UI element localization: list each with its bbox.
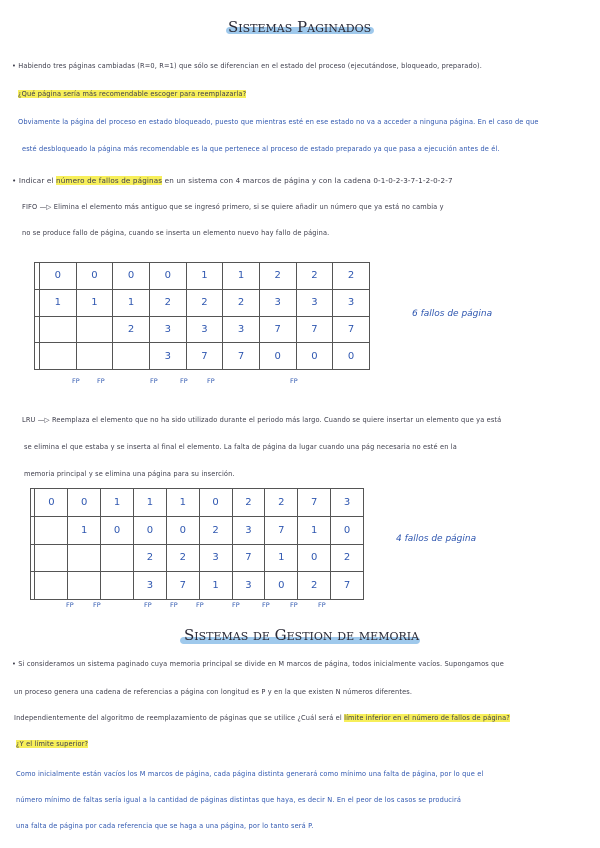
fifo-table-cell: 0	[296, 343, 333, 370]
lru-table-cell	[101, 572, 134, 600]
page-fault-marker: FP	[262, 601, 270, 609]
question-3-line-3: Independientemente del algoritmo de reemplazamiento de páginas que se utilice ¿Cuál será el límite inferior en el número de fallos de página?	[14, 714, 510, 722]
fifo-table-cell: 2	[259, 263, 296, 290]
lru-table-cell: 3	[199, 544, 232, 572]
lru-table-cell: 0	[35, 489, 68, 517]
fifo-table-row	[35, 289, 370, 316]
lru-fault-count: 4 fallos de página	[396, 534, 477, 544]
fifo-table-cell: 1	[76, 289, 113, 316]
answer-3-line-3: una falta de página por cada referencia que se haga a una página, por lo tanto será P.	[16, 822, 314, 830]
answer-3-line-1: Como inicialmente están vacíos los M marcos de página, cada página distinta generará como mínimo una falta de página, por lo que el	[16, 770, 484, 778]
fifo-table-cell	[76, 316, 113, 343]
lru-table-cell: 0	[68, 489, 101, 517]
page-fault-marker: FP	[93, 601, 101, 609]
lru-table-cell	[68, 572, 101, 600]
answer-1-line-1: Obviamente la página del proceso en estado bloqueado, puesto que mientras esté en ese estado no va a acceder a ninguna página. En el caso de que	[18, 118, 539, 126]
fifo-table-row	[35, 316, 370, 343]
lru-table-cell: 1	[265, 544, 298, 572]
question-3-line-4: ¿Y el límite superior?	[16, 740, 89, 748]
lru-table-cell: 1	[68, 516, 101, 544]
lru-table-row	[31, 516, 364, 544]
question-2-text: • Indicar el número de fallos de páginas en un sistema con 4 marcos de página y con la cadena 0-1-0-2-3-7-1-2-0-2-7	[12, 176, 453, 185]
fifo-table-cell: 2	[296, 263, 333, 290]
page-fault-marker: FP	[170, 601, 178, 609]
lru-line-1: LRU —▷ Reemplaza el elemento que no ha sido utilizado durante el periodo más largo. Cuando se quiere insertar un elemento que ya está	[22, 416, 502, 424]
lru-table-cell: 0	[101, 516, 134, 544]
section-title: Sistemas de Gestion de memoria	[184, 626, 420, 644]
lru-table-cell: 2	[331, 544, 364, 572]
lru-table-cell: 7	[265, 516, 298, 544]
fifo-table-cell: 1	[113, 289, 150, 316]
fifo-table-cell: 7	[296, 316, 333, 343]
question-1-text: • Habiendo tres páginas cambiadas (R=0, R=1) que sólo se diferencian en el estado del proceso (ejecutándose, bloqueado, preparado).	[12, 62, 482, 70]
lru-table-cell: 7	[232, 544, 265, 572]
page-fault-marker: FP	[66, 601, 74, 609]
lru-table-cell: 7	[298, 489, 331, 517]
page-fault-marker: FP	[72, 377, 80, 385]
fifo-line-1: FIFO —▷ Elimina el elemento más antiguo que se ingresó primero, si se quiere añadir un número que ya está no cambia y	[22, 203, 444, 211]
fifo-table-cell: 1	[186, 263, 223, 290]
lru-table-cell: 1	[133, 489, 166, 517]
fifo-table-cell: 7	[223, 343, 260, 370]
fifo-table-cell: 7	[186, 343, 223, 370]
lru-table-cell	[35, 544, 68, 572]
lru-table-cell: 3	[331, 489, 364, 517]
fifo-table-cell: 1	[39, 289, 76, 316]
fifo-table-cell: 2	[149, 289, 186, 316]
lru-table-cell: 2	[199, 516, 232, 544]
page-fault-marker: FP	[207, 377, 215, 385]
fifo-table-cell: 0	[113, 263, 150, 290]
lru-table-cell: 2	[133, 544, 166, 572]
lru-table-cell: 0	[166, 516, 199, 544]
lru-table	[30, 488, 364, 600]
lru-table-cell: 7	[166, 572, 199, 600]
lru-line-3: memoria principal y se elimina una página para su inserción.	[24, 470, 235, 478]
fifo-table-cell: 0	[76, 263, 113, 290]
fifo-table-cell: 3	[186, 316, 223, 343]
lru-line-2: se elimina el que estaba y se inserta al final el elemento. La falta de página da lugar cuando una pág necesaria no esté en la	[24, 443, 457, 451]
question-3-line-1: • Si consideramos un sistema paginado cuya memoria principal se divide en M marcos de página, todos inicialmente vacíos. Supongamos que	[12, 660, 504, 668]
lru-table-cell	[101, 544, 134, 572]
fifo-table-cell: 7	[259, 316, 296, 343]
fifo-table-cell: 0	[149, 263, 186, 290]
lru-table-cell	[35, 516, 68, 544]
fifo-table-row	[35, 343, 370, 370]
lru-table-cell: 0	[265, 572, 298, 600]
fifo-table-cell	[39, 343, 76, 370]
page-title: Sistemas Paginados	[228, 18, 372, 36]
lru-table-cell: 7	[331, 572, 364, 600]
lru-table-cell: 1	[199, 572, 232, 600]
fifo-table-cell: 3	[149, 316, 186, 343]
fifo-table-row	[35, 263, 370, 290]
fifo-table	[34, 262, 370, 370]
fifo-table-cell	[76, 343, 113, 370]
lru-table-cell: 2	[166, 544, 199, 572]
lru-table-cell: 0	[199, 489, 232, 517]
lru-table-cell	[35, 572, 68, 600]
page-fault-marker: FP	[290, 601, 298, 609]
fifo-table-cell: 3	[223, 316, 260, 343]
question-1-prompt: ¿Qué página sería más recomendable escoger para reemplazarla?	[18, 90, 247, 98]
fifo-table-cell: 2	[186, 289, 223, 316]
fifo-table-cell: 3	[149, 343, 186, 370]
fifo-table-cell: 2	[333, 263, 370, 290]
lru-table-cell: 1	[166, 489, 199, 517]
fifo-table-cell: 3	[333, 289, 370, 316]
fifo-table-cell: 0	[39, 263, 76, 290]
fifo-table-cell: 2	[223, 289, 260, 316]
lru-table-cell: 1	[298, 516, 331, 544]
page-fault-marker: FP	[97, 377, 105, 385]
fifo-table-cell: 7	[333, 316, 370, 343]
fifo-table-cell: 1	[223, 263, 260, 290]
fifo-table-cell: 3	[296, 289, 333, 316]
lru-table-cell: 3	[232, 572, 265, 600]
page-fault-marker: FP	[180, 377, 188, 385]
lru-table-cell: 2	[298, 572, 331, 600]
lru-table-cell: 3	[232, 516, 265, 544]
page-fault-marker: FP	[144, 601, 152, 609]
lru-table-cell	[68, 544, 101, 572]
fifo-line-2: no se produce fallo de página, cuando se inserta un elemento nuevo hay fallo de página.	[22, 229, 330, 237]
fifo-table-cell: 2	[113, 316, 150, 343]
lru-table-row	[31, 572, 364, 600]
page-fault-marker: FP	[232, 601, 240, 609]
fifo-fault-count: 6 fallos de página	[412, 309, 493, 319]
lru-table-row	[31, 489, 364, 517]
question-3-line-2: un proceso genera una cadena de referencias a página con longitud es P y en la que existen N números diferentes.	[14, 688, 413, 696]
lru-table-cell: 0	[133, 516, 166, 544]
fifo-table-cell: 0	[259, 343, 296, 370]
page-fault-marker: FP	[196, 601, 204, 609]
fifo-table-cell: 0	[333, 343, 370, 370]
lru-table-cell: 1	[101, 489, 134, 517]
answer-1-line-2: esté desbloqueado la página más recomendable es la que pertenece al proceso de estado preparado ya que pasa a ejecución antes de él.	[22, 145, 500, 153]
lru-table-cell: 0	[331, 516, 364, 544]
lru-table-cell: 2	[232, 489, 265, 517]
fifo-table-cell	[113, 343, 150, 370]
fifo-table-cell	[39, 316, 76, 343]
lru-table-cell: 3	[133, 572, 166, 600]
answer-3-line-2: número mínimo de faltas sería igual a la cantidad de páginas distintas que haya, es decir N. En el peor de los casos se producirá	[16, 796, 462, 804]
lru-table-row	[31, 544, 364, 572]
fifo-table-cell: 3	[259, 289, 296, 316]
lru-table-cell: 2	[265, 489, 298, 517]
page-fault-marker: FP	[318, 601, 326, 609]
lru-table-cell: 0	[298, 544, 331, 572]
page-fault-marker: FP	[150, 377, 158, 385]
page-fault-marker: FP	[290, 377, 298, 385]
